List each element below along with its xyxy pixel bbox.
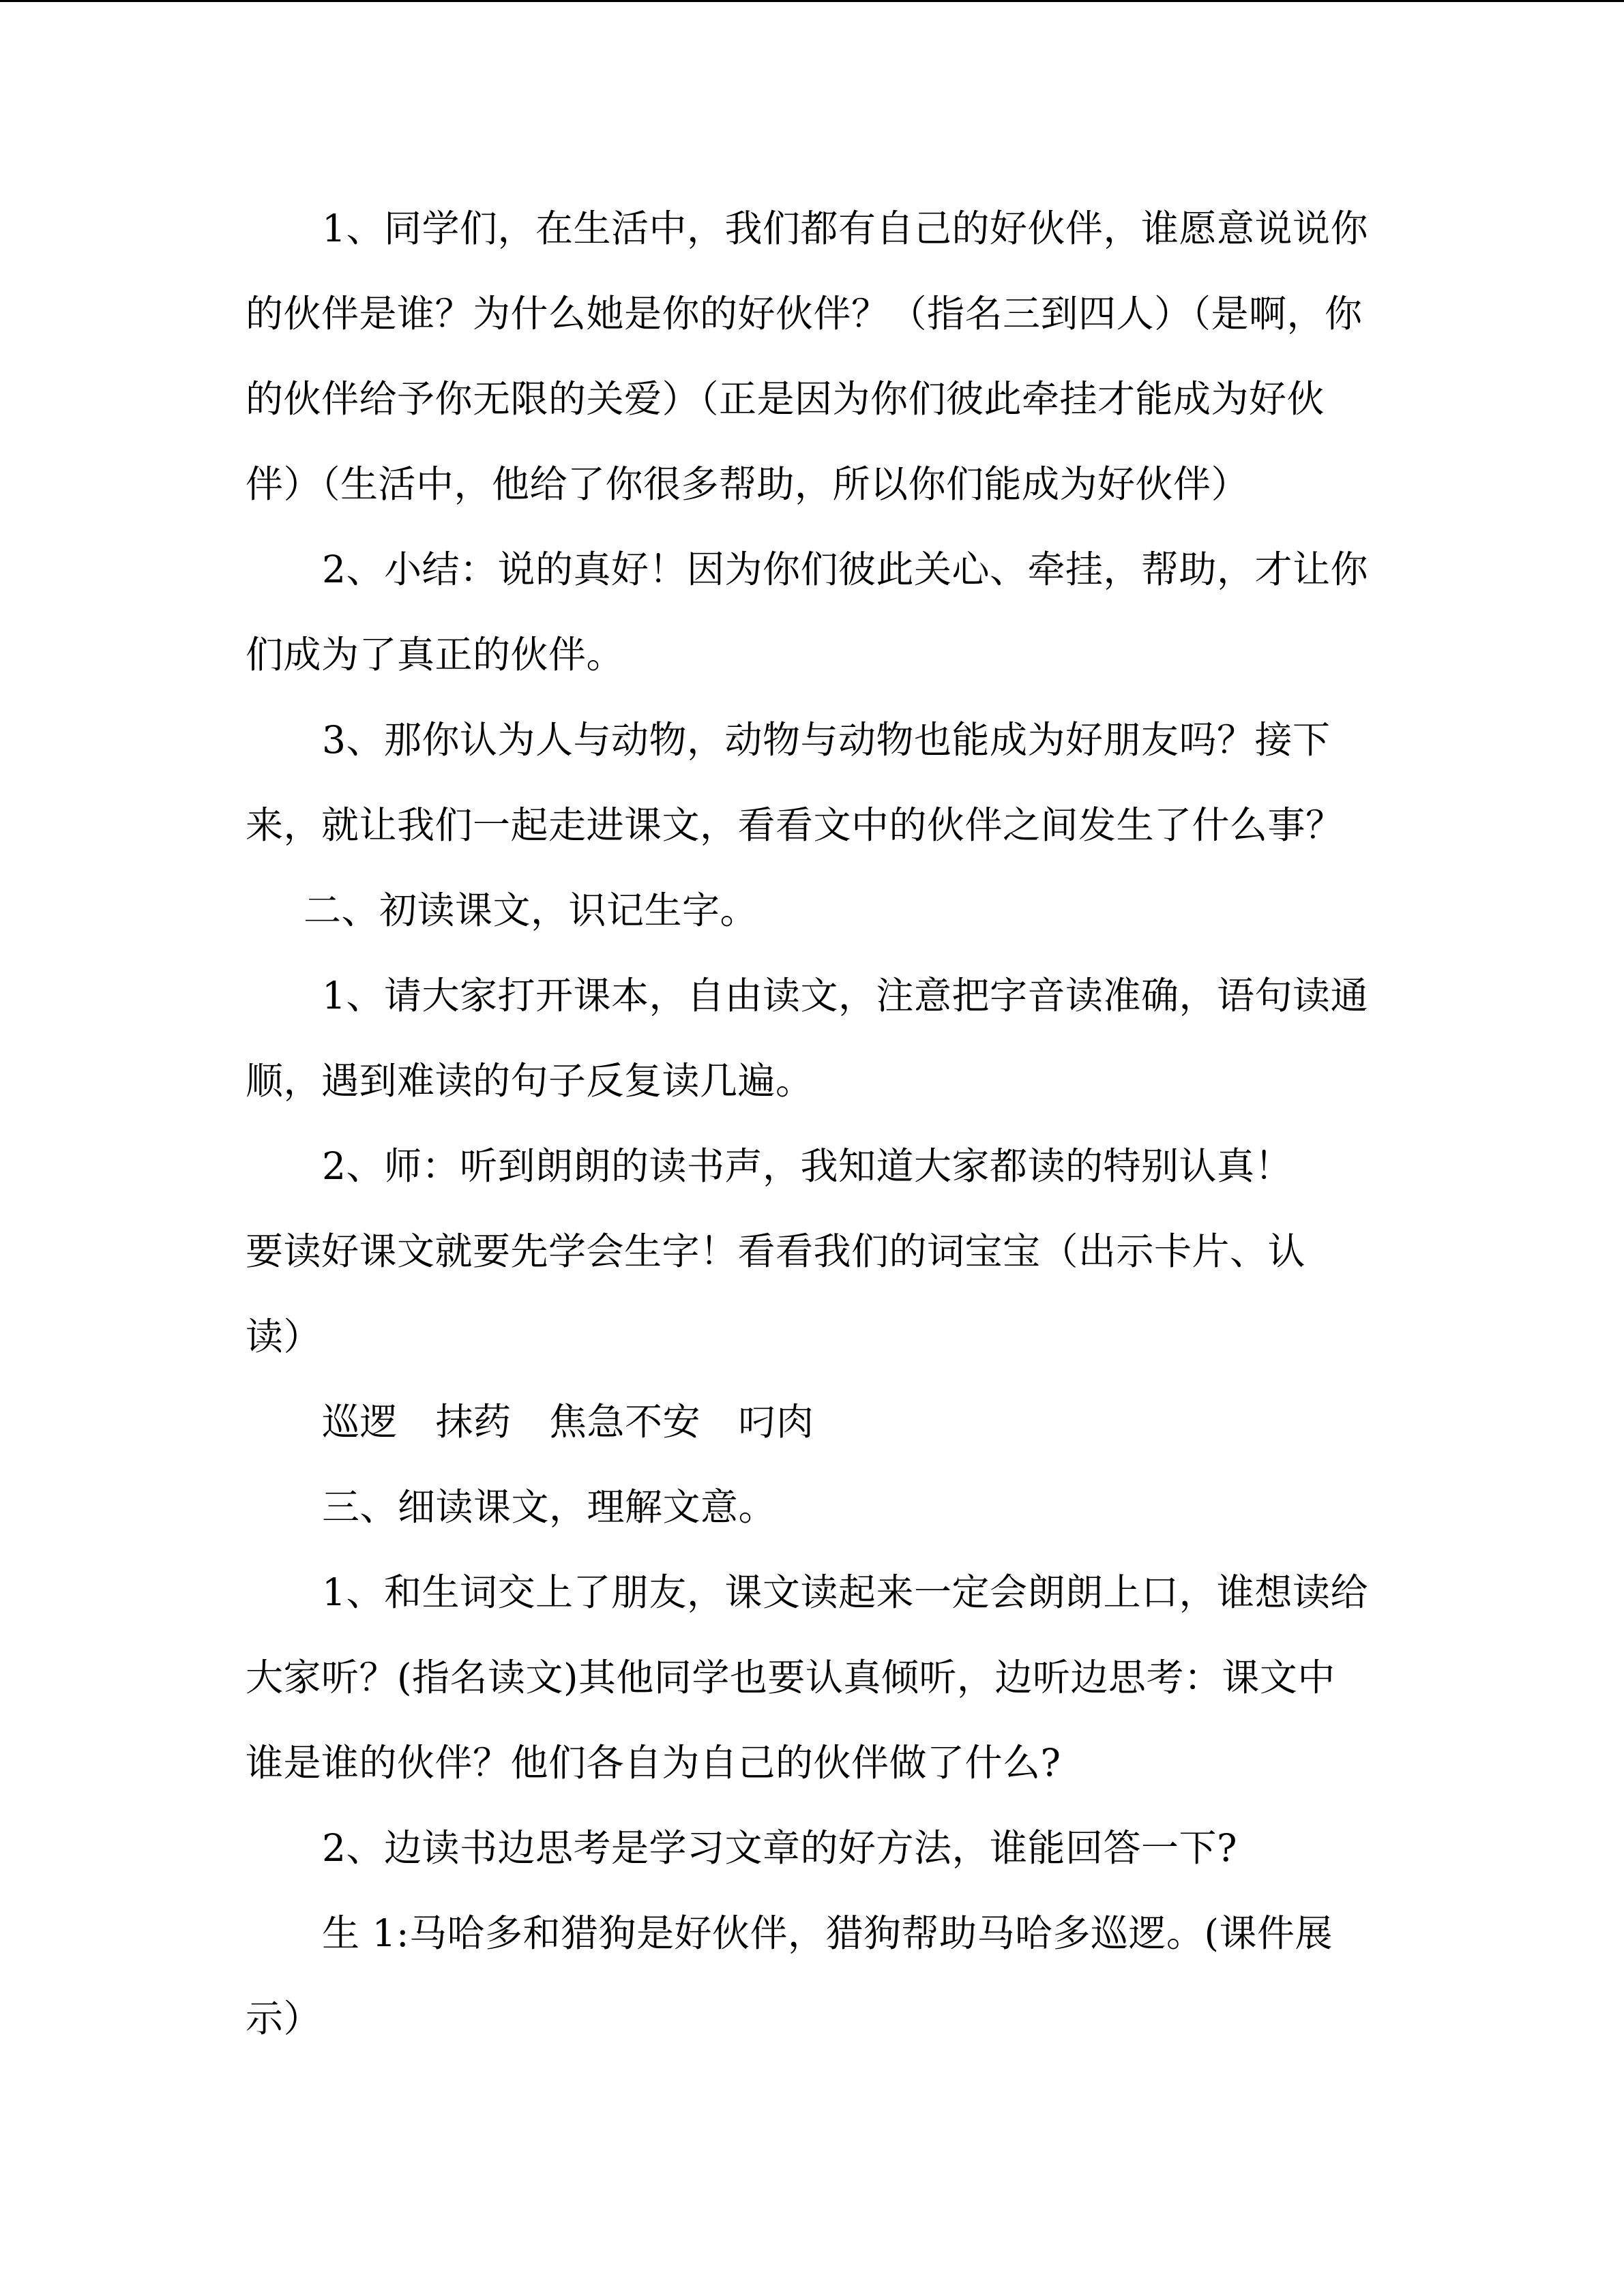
paragraph-line: 1、同学们，在生活中，我们都有自己的好伙伴，谁愿意说说你 [322,207,1368,250]
paragraph-line: 2、边读书边思考是学习文章的好方法，谁能回答一下? [322,1826,1237,1870]
paragraph-line: 2、小结：说的真好！因为你们彼此关心、牵挂，帮助，才让你 [322,548,1368,591]
paragraph-line: 们成为了真正的伙伴。 [246,633,625,676]
paragraph-line: 来，就让我们一起走进课文，看看文中的伙伴之间发生了什么事？ [246,803,1344,847]
paragraph-line: 3、那你认为人与动物，动物与动物也能成为好朋友吗？接下 [322,718,1331,762]
paragraph-line: 要读好课文就要先学会生字！看看我们的词宝宝（出示卡片、认 [246,1229,1306,1273]
paragraph-line: 伴）（生活中，他给了你很多帮助，所以你们能成为好伙伴） [246,462,1250,506]
paragraph-line: 1、请大家打开课本，自由读文，注意把字音读准确，语句读通 [322,974,1368,1017]
paragraph-line: 示） [246,1997,322,2040]
vocabulary-list: 巡逻 抹药 焦急不安 叼肉 [322,1400,814,1444]
paragraph-line: 1、和生词交上了朋友，课文读起来一定会朗朗上口，谁想读给 [322,1570,1368,1614]
page-top-border [0,0,1624,2]
paragraph-line: 2、师：听到朗朗的读书声，我知道大家都读的特别认真！ [322,1144,1293,1188]
paragraph-line: 读） [246,1315,322,1358]
paragraph-line: 的伙伴是谁？为什么她是你的好伙伴？（指名三到四人）（是啊，你 [246,292,1363,336]
paragraph-line: 谁是谁的伙伴？他们各自为自己的伙伴做了什么? [246,1741,1061,1785]
paragraph-line: 的伙伴给予你无限的关爱）（正是因为你们彼此牵挂才能成为好伙 [246,377,1325,421]
section-heading: 二、初读课文，识记生字。 [304,889,758,932]
paragraph-line: 生 1:马哈多和猎狗是好伙伴，猎狗帮助马哈多巡逻。(课件展 [322,1911,1333,1955]
paragraph-line: 大家听？(指名读文)其他同学也要认真倾听，边听边思考：课文中 [246,1656,1335,1699]
paragraph-line: 顺，遇到难读的句子反复读几遍。 [246,1059,814,1103]
section-heading: 三、细读课文，理解文意。 [322,1485,777,1529]
